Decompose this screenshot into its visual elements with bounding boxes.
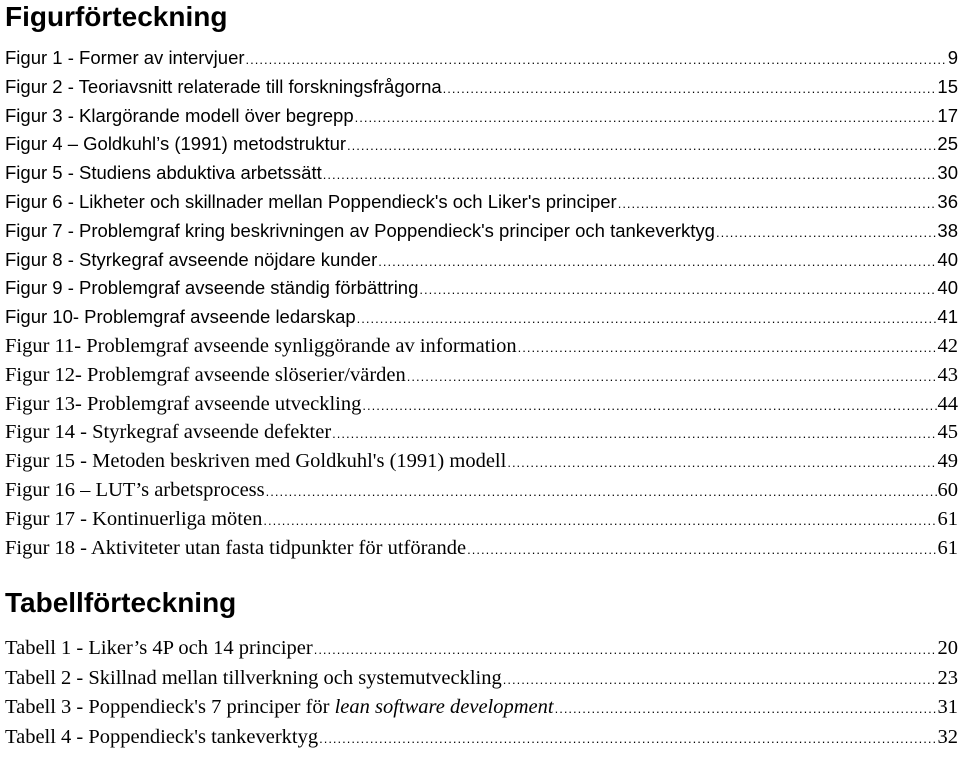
- figure-entry-label: Figur 12- Problemgraf avseende slöserier/värden: [5, 363, 406, 386]
- dot-leader: [467, 534, 936, 565]
- dot-leader: [332, 418, 936, 449]
- figure-entry[interactable]: [5, 274, 958, 303]
- table-entry-label: Tabell 1 - Liker’s 4P och 14 principer: [5, 637, 313, 660]
- figure-entry[interactable]: [5, 246, 958, 275]
- figure-list: [5, 44, 958, 562]
- figure-entry[interactable]: [5, 505, 958, 534]
- dot-leader: [347, 130, 936, 161]
- figure-entry[interactable]: [5, 418, 958, 447]
- figure-entry[interactable]: [5, 361, 958, 390]
- figure-entry-label: Figur 6 - Likheter och skillnader mellan Poppendieck's och Liker's principer: [5, 190, 617, 212]
- dot-leader: [314, 634, 937, 665]
- figure-list-heading: Figurförteckning: [5, 1, 228, 32]
- table-entry-label-text: Tabell 3 - Poppendieck's 7 principer för: [5, 696, 335, 719]
- page-number: 41: [937, 306, 958, 328]
- figure-entry-label: Figur 16 – LUT’s arbetsprocess: [5, 478, 265, 501]
- page-number: 40: [937, 248, 958, 270]
- dot-leader: [507, 447, 936, 478]
- page-number: 20: [937, 637, 958, 660]
- page-number: 45: [937, 421, 958, 444]
- dot-leader: [319, 723, 936, 754]
- dot-leader: [357, 303, 937, 334]
- figure-entry[interactable]: [5, 217, 958, 246]
- figure-entry-label: Figur 5 - Studiens abduktiva arbetssätt: [5, 162, 322, 184]
- figure-entry-label: Figur 10- Problemgraf avseende ledarskap: [5, 306, 356, 328]
- figure-entry[interactable]: [5, 130, 958, 159]
- dot-leader: [355, 102, 937, 133]
- page-number: 38: [937, 219, 958, 241]
- figure-entry-label: Figur 2 - Teoriavsnitt relaterade till forskningsfrågorna: [5, 75, 442, 97]
- page-number: 9: [947, 47, 958, 68]
- page-number: 30: [937, 162, 958, 184]
- table-entry[interactable]: [5, 664, 958, 694]
- dot-leader: [362, 390, 936, 421]
- dot-leader: [263, 505, 936, 536]
- page-number: 32: [937, 725, 958, 748]
- dot-leader: [419, 274, 936, 305]
- figure-entry[interactable]: [5, 390, 958, 419]
- page-number: 61: [937, 536, 958, 559]
- figure-entry[interactable]: [5, 303, 958, 332]
- dot-leader: [323, 159, 937, 190]
- table-list: [5, 634, 958, 752]
- page-number: 44: [937, 392, 958, 415]
- page-number: 17: [937, 104, 958, 126]
- dot-leader: [266, 476, 937, 507]
- figure-entry[interactable]: [5, 332, 958, 361]
- page-number: 60: [937, 478, 958, 501]
- page-number: 61: [937, 507, 958, 530]
- dot-leader: [716, 217, 936, 248]
- page-number: 15: [937, 75, 958, 97]
- figure-entry-label: Figur 8 - Styrkegraf avseende nöjdare kunder: [5, 248, 378, 270]
- table-entry[interactable]: [5, 634, 958, 664]
- figure-entry-label: Figur 18 - Aktiviteter utan fasta tidpunkter för utförande: [5, 536, 467, 559]
- figure-entry-label: Figur 3 - Klargörande modell över begrepp: [5, 104, 354, 126]
- dot-leader: [618, 188, 937, 219]
- figure-entry-label: Figur 15 - Metoden beskriven med Goldkuhl's (1991) modell: [5, 450, 507, 473]
- figure-entry[interactable]: [5, 44, 958, 73]
- page-number: 31: [937, 696, 958, 719]
- figure-entry[interactable]: [5, 188, 958, 217]
- figure-entry-label: Figur 11- Problemgraf avseende synliggörande av information: [5, 334, 517, 357]
- page-number: 40: [937, 277, 958, 299]
- table-entry-label: Tabell 4 - Poppendieck's tankeverktyg: [5, 725, 319, 748]
- dot-leader: [246, 44, 947, 75]
- document-page: [5, 0, 958, 752]
- figure-entry-label: Figur 9 - Problemgraf avseende ständig förbättring: [5, 277, 419, 299]
- figure-entry-label: Figur 13- Problemgraf avseende utveckling: [5, 392, 362, 415]
- page-number: 43: [937, 363, 958, 386]
- page-number: 36: [937, 190, 958, 212]
- table-entry-label: Tabell 2 - Skillnad mellan tillverkning och systemutveckling: [5, 666, 502, 689]
- figure-entry-label: Figur 7 - Problemgraf kring beskrivningen av Poppendieck's principer och tankeverktyg: [5, 219, 715, 241]
- figure-entry-label: Figur 14 - Styrkegraf avseende defekter: [5, 421, 332, 444]
- figure-entry[interactable]: [5, 447, 958, 476]
- table-entry-label: [5, 693, 554, 723]
- table-entry-label-italic: lean software development: [334, 696, 554, 719]
- figure-entry[interactable]: [5, 476, 958, 505]
- page-number: 23: [937, 666, 958, 689]
- figure-entry-label: Figur 17 - Kontinuerliga möten: [5, 507, 263, 530]
- figure-entry[interactable]: [5, 534, 958, 563]
- dot-leader: [503, 664, 937, 695]
- page-number: 49: [937, 450, 958, 473]
- table-list-heading: Tabellförteckning: [5, 587, 237, 619]
- dot-leader: [518, 332, 937, 363]
- table-entry[interactable]: [5, 723, 958, 753]
- dot-leader: [407, 361, 937, 392]
- dot-leader: [443, 73, 937, 104]
- dot-leader: [378, 246, 936, 277]
- dot-leader: [555, 693, 937, 724]
- table-entry[interactable]: [5, 693, 958, 723]
- figure-entry[interactable]: [5, 73, 958, 102]
- page-number: 25: [937, 133, 958, 155]
- figure-entry[interactable]: [5, 159, 958, 188]
- figure-entry-label: Figur 4 – Goldkuhl’s (1991) metodstruktur: [5, 133, 347, 155]
- figure-entry-label: Figur 1 - Former av intervjuer: [5, 47, 245, 68]
- figure-entry[interactable]: [5, 102, 958, 131]
- page-number: 42: [937, 334, 958, 357]
